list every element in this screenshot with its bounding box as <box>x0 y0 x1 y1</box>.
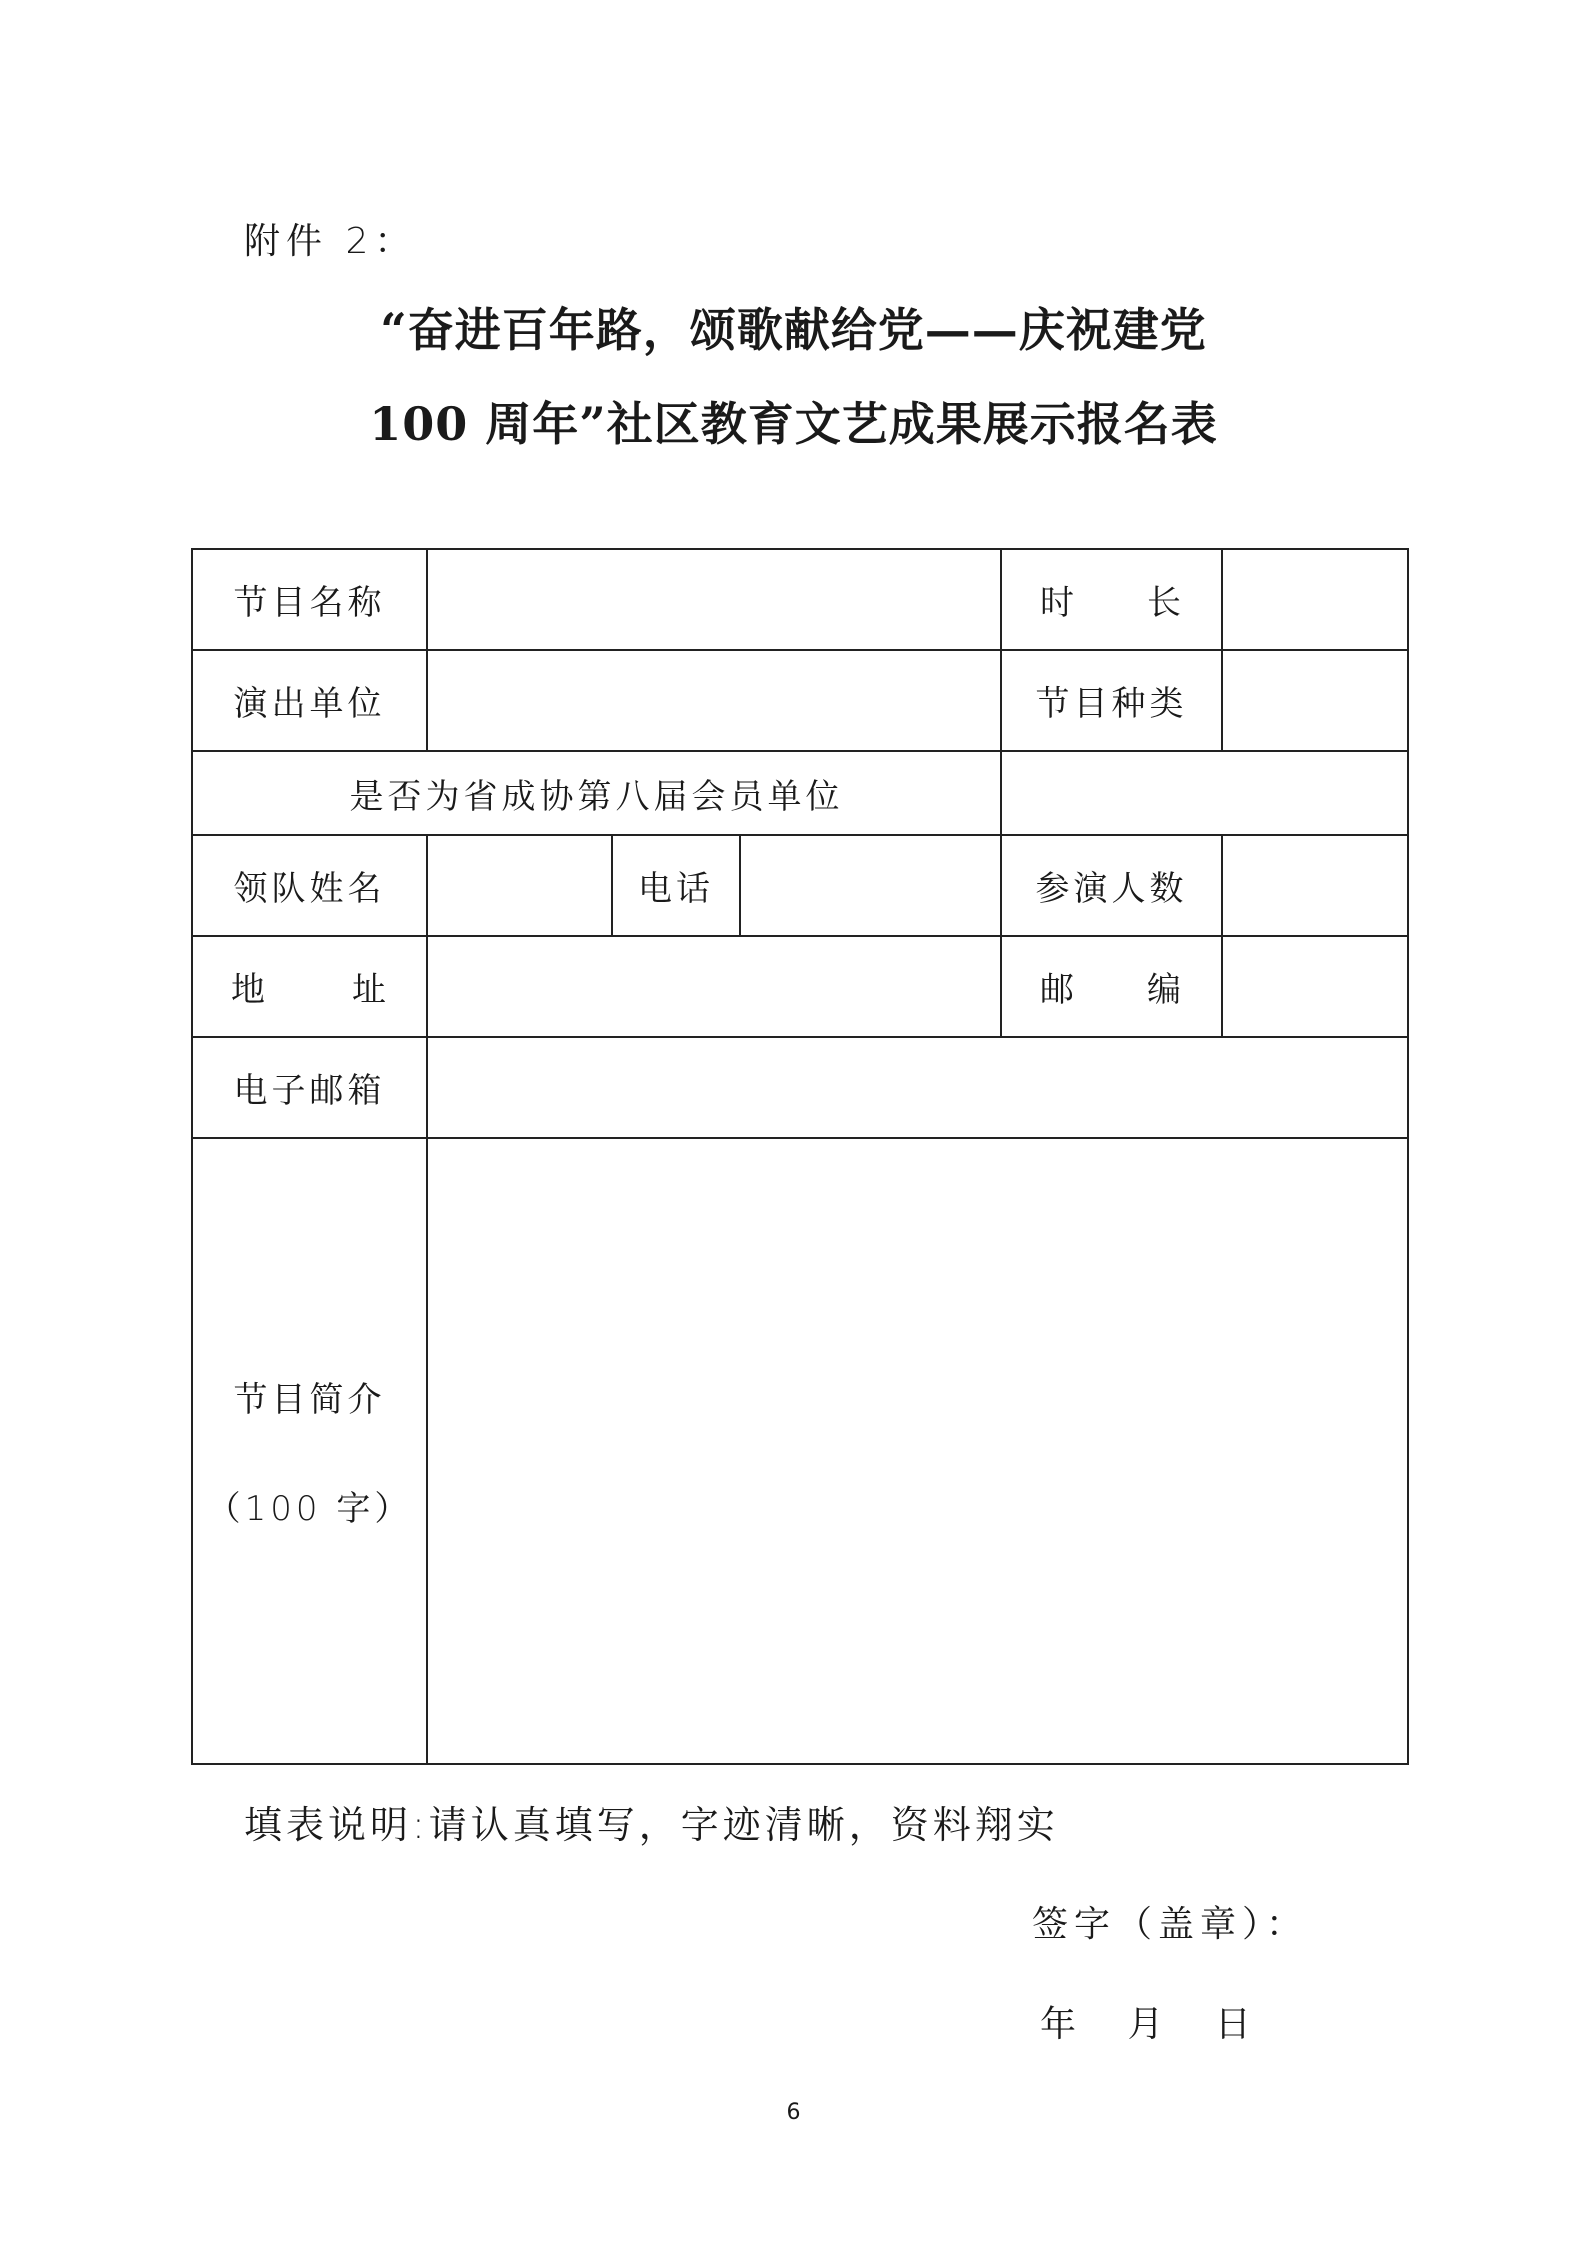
address-label-char-1: 地 <box>231 970 269 1010</box>
program-name-field[interactable] <box>427 549 1001 650</box>
row-email <box>192 1037 1408 1138</box>
member-question-label: 是否为省成协第八届会员单位 <box>192 751 1001 835</box>
address-label-char-2: 址 <box>352 970 390 1010</box>
row-leader <box>192 835 1408 936</box>
performer-count-label: 参演人数 <box>1001 835 1222 936</box>
signature-label: 签字（盖章）： <box>1032 1904 1309 1945</box>
duration-field[interactable] <box>1222 549 1408 650</box>
performer-count-field[interactable] <box>1222 835 1408 936</box>
row-program-name <box>192 549 1408 650</box>
page-number: 6 <box>786 2100 801 2125</box>
postcode-label <box>1001 936 1222 1037</box>
program-intro-field[interactable] <box>427 1138 1408 1764</box>
phone-label: 电话 <box>612 835 740 936</box>
program-type-field[interactable] <box>1222 650 1408 751</box>
email-field[interactable] <box>427 1037 1408 1138</box>
row-performing-unit <box>192 650 1408 751</box>
program-name-label: 节目名称 <box>192 549 427 650</box>
date-line: 年 月 日 <box>1040 2004 1251 2045</box>
member-question-field[interactable] <box>1001 751 1408 835</box>
address-label <box>192 936 427 1037</box>
form-title-line-1: “奋进百年路，颂歌献给党——庆祝建党 <box>380 303 1207 357</box>
performing-unit-label: 演出单位 <box>192 650 427 751</box>
duration-label <box>1001 549 1222 650</box>
program-intro-label <box>192 1138 427 1764</box>
program-intro-label-line-2: （100 字） <box>206 1489 413 1529</box>
program-type-label: 节目种类 <box>1001 650 1222 751</box>
address-field[interactable] <box>427 936 1001 1037</box>
fill-instructions: 填表说明:请认真填写，字迹清晰，资料翔实 <box>244 1803 1059 1847</box>
postcode-label-char-1: 邮 <box>1040 970 1079 1010</box>
leader-name-label: 领队姓名 <box>192 835 427 936</box>
postcode-field[interactable] <box>1222 936 1408 1037</box>
program-intro-label-line-1: 节目简介 <box>233 1380 386 1420</box>
registration-form-table <box>191 548 1409 1765</box>
row-program-intro <box>192 1138 1408 1764</box>
duration-label-char-2: 长 <box>1147 583 1186 623</box>
row-address <box>192 936 1408 1037</box>
performing-unit-field[interactable] <box>427 650 1001 751</box>
postcode-label-char-2: 编 <box>1147 970 1186 1010</box>
duration-label-char-1: 时 <box>1040 583 1079 623</box>
attachment-label: 附件 2： <box>244 221 417 262</box>
row-member-question <box>192 751 1408 835</box>
leader-name-field[interactable] <box>427 835 612 936</box>
phone-field[interactable] <box>740 835 1001 936</box>
form-title-line-2: 100 周年”社区教育文艺成果展示报名表 <box>369 397 1218 451</box>
email-label: 电子邮箱 <box>192 1037 427 1138</box>
